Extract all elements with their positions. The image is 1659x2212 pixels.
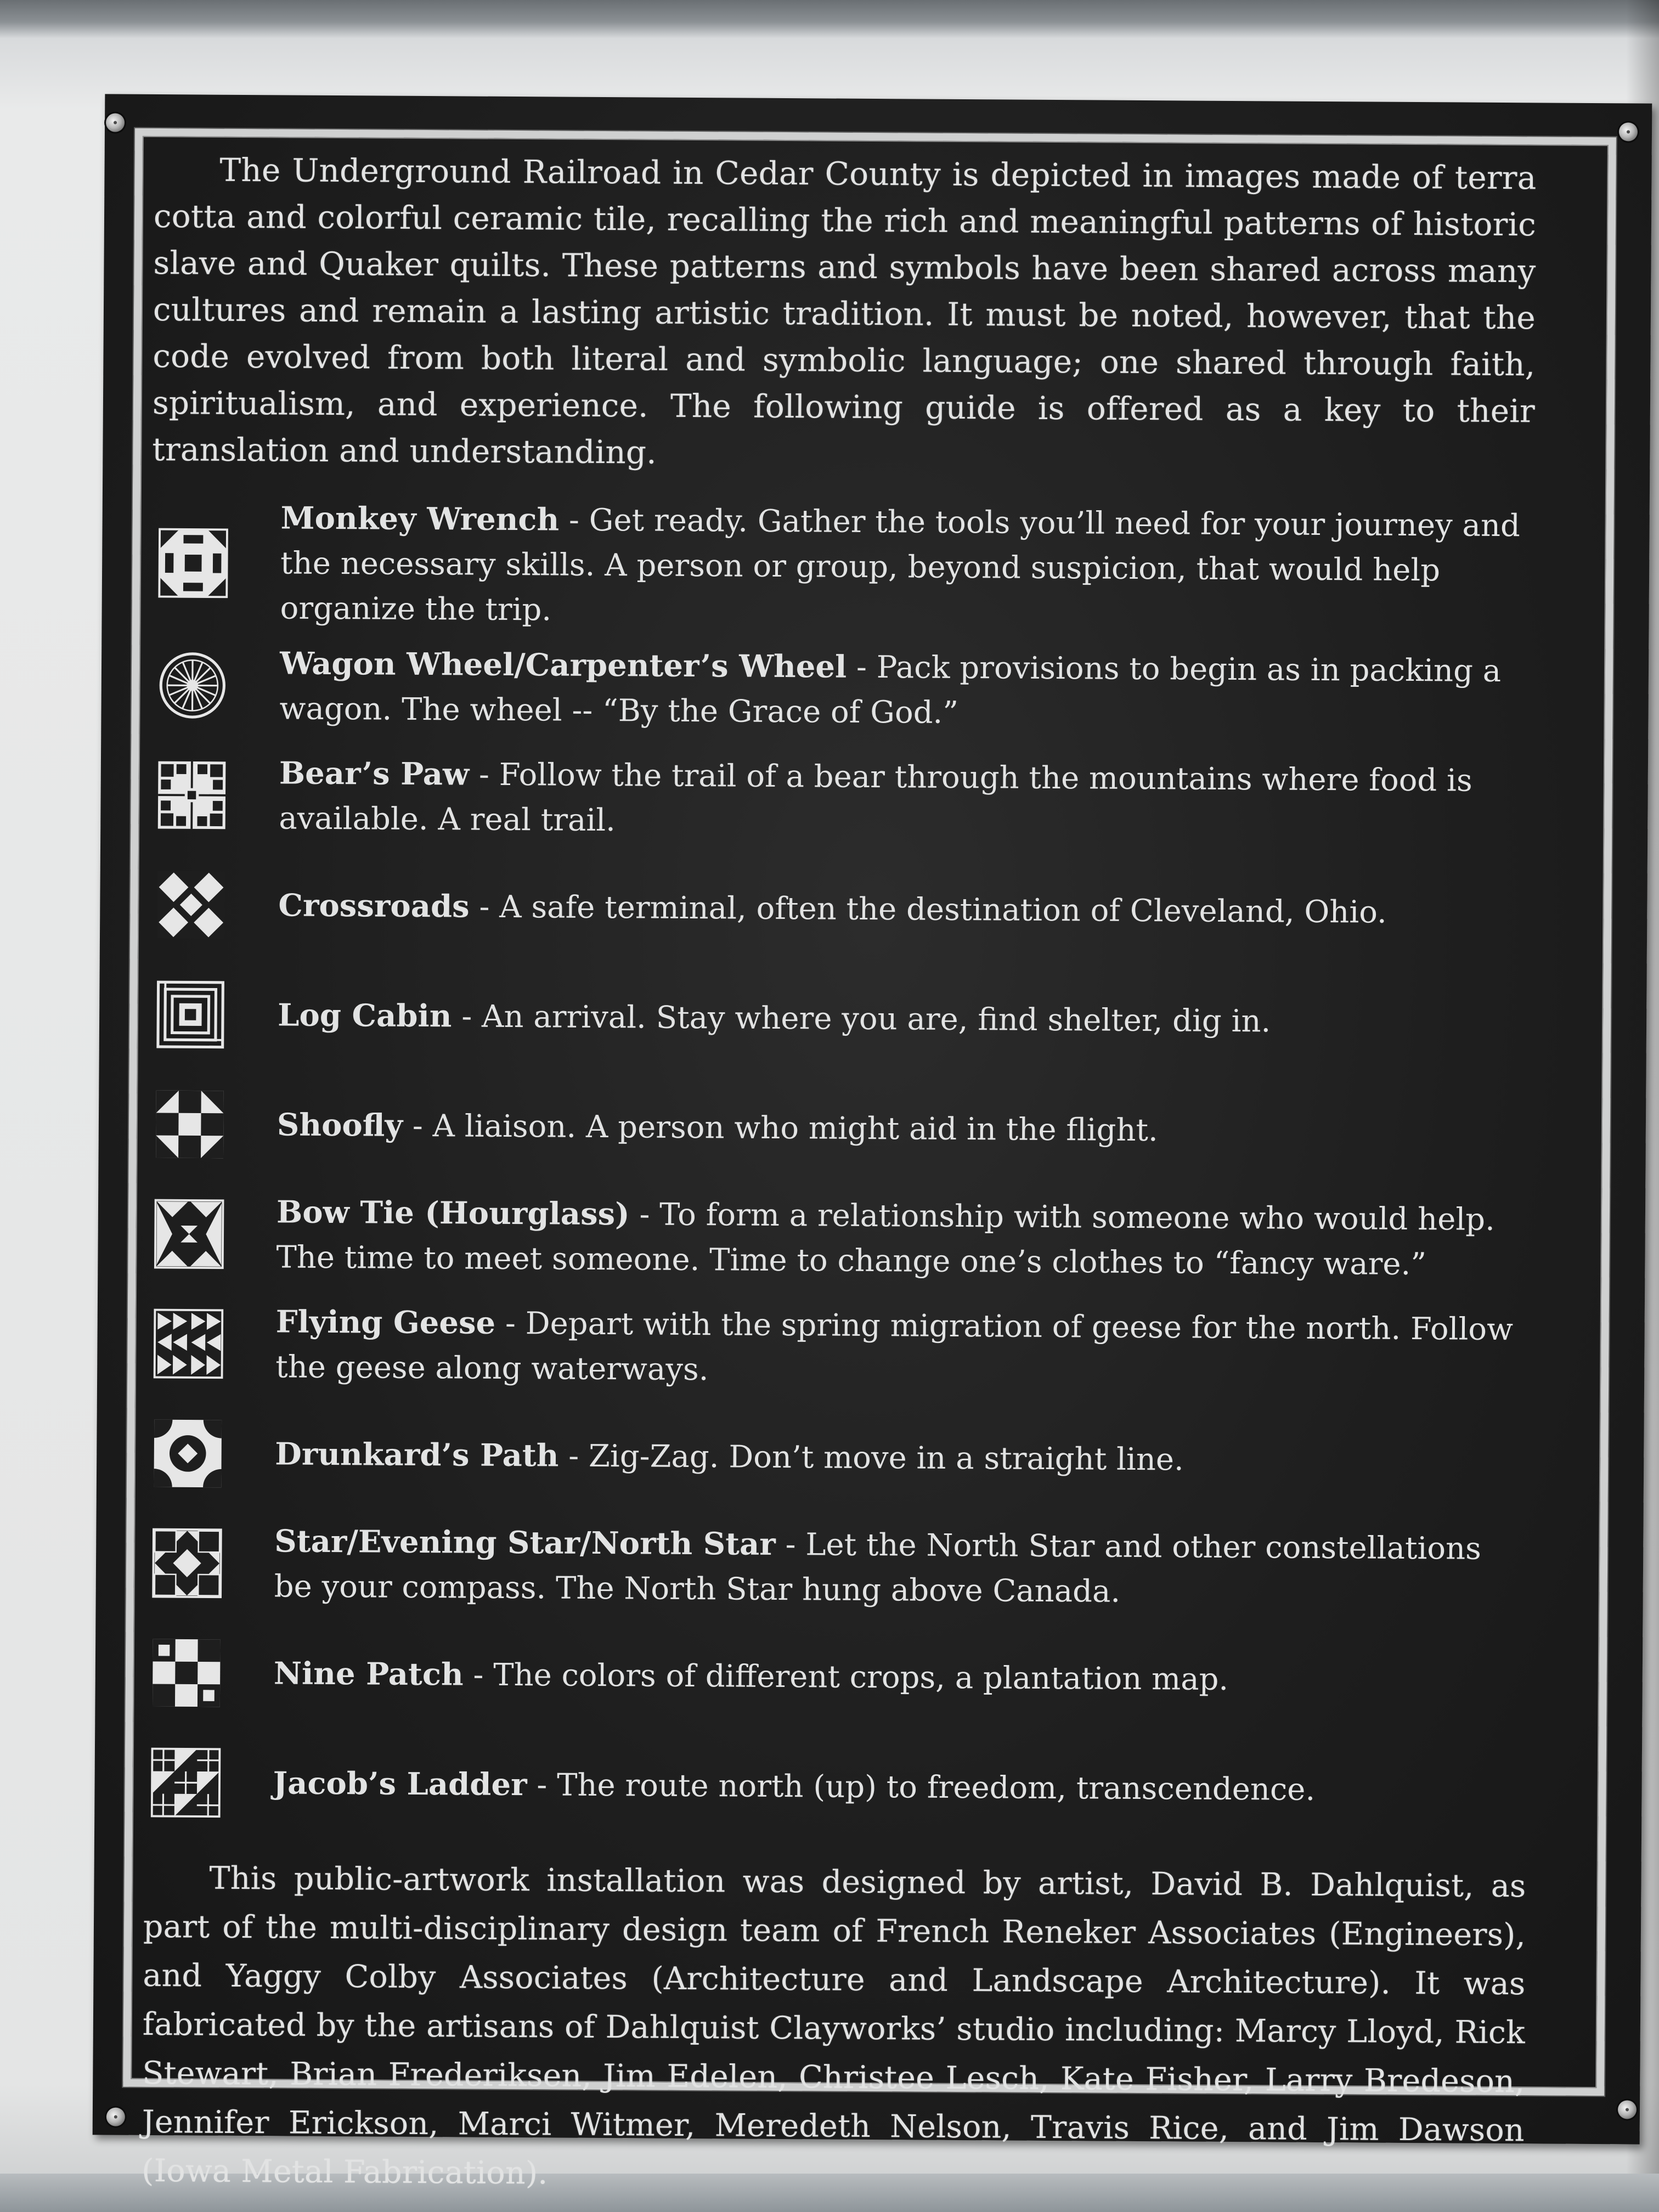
legend-name: Jacob’s Ladder [273,1764,527,1803]
screw-bottom-right [1618,2100,1637,2119]
drunkards-path-quilt-icon [153,1418,223,1489]
legend-separator: - [629,1196,660,1233]
legend-description: The colors of different crops, a plantation map. [493,1657,1229,1697]
legend-entry-text [278,883,1532,936]
legend-name: Log Cabin [277,996,452,1034]
flying-geese-quilt-icon [153,1308,224,1379]
legend-name: Drunkard’s Path [275,1435,559,1474]
legend-entry-text [274,1519,1528,1617]
legend-item [144,1618,1527,1736]
legend-separator: - [847,649,877,685]
legend-item [149,850,1532,968]
legend-item [150,740,1533,858]
legend-item [147,1179,1530,1297]
legend-name: Shoofly [276,1106,403,1144]
legend-item [150,630,1533,748]
legend-description: Depart with the spring migration of geese for the north. Follow the geese along waterways. [275,1305,1514,1387]
shoofly-quilt-icon [155,1089,225,1160]
legend-description: A liaison. A person who might aid in the flight. [432,1108,1159,1148]
legend-entry-text [275,1431,1528,1485]
legend-description: Zig-Zag. Don’t move in a straight line. [588,1438,1184,1477]
crossroads-quilt-icon [156,870,227,940]
screw-top-right [1619,122,1638,141]
legend-separator: - [527,1767,557,1803]
log-cabin-quilt-icon [155,979,226,1050]
wagon-wheel-quilt-icon [157,650,228,721]
legend-description: A safe terminal, often the destination of Cleveland, Ohio. [499,889,1387,930]
legend-name: Monkey Wrench [280,500,560,538]
legend-separator: - [402,1108,433,1144]
legend-separator: - [558,1438,589,1474]
legend-entry-text [276,1189,1530,1288]
legend-entry-text [273,1760,1526,1814]
legend-item [151,495,1534,639]
legend-item [144,1728,1527,1846]
legend-item [146,1289,1530,1407]
legend-entry-text [275,1299,1530,1397]
legend-separator: - [463,1656,494,1693]
legend-name: Bow Tie (Hourglass) [276,1193,630,1232]
legend-description: To form a relationship with someone who would help. The time to meet someone. Time to change one’s clothes to “fancy ware.” [276,1197,1496,1282]
intro-paragraph: The Underground Railroad in Cedar County is depicted in images made of terra cotta and colorful ceramic tile, recalling the rich and meaningful patterns of historic slave and Quaker quilts. These patterns and symbols have been shared across many cultures and remain a lasting artistic tradition. It must be noted, however, that the code evolved from both literal and symbolic language; one shared through faith, spiritualism, and experience. The following guide is offered as a key to their translation and understanding. [152,151,1537,471]
legend-entry-text [277,1102,1531,1155]
legend-description: Follow the trail of a bear through the mountains where food is available. A real trail. [279,757,1472,838]
legend-description: Let the North Star and other constellations be your compass. The North Star hung above Canada. [274,1526,1482,1610]
legend-item [148,1069,1531,1187]
legend-name: Star/Evening Star/North Star [274,1522,776,1562]
legend-entry-text [280,495,1534,639]
credits-paragraph: This public-artwork installation was designed by artist, David B. Dahlquist, as part of the multi-disciplinary design team of French Reneker Associates (Engineers), and Yaggy Colby Associates (Architecture and Landscape Architecture). It was fabricated by the artisans of Dahlquist Clayworks’ studio including: Marcy Lloyd, Rick Stewart, Brian Frederiksen, Jim Edelen, Christee Lesch, Kate Fisher, Larry Bredeson, Jennifer Erickson, Marci Witmer, Meredeth Nelson, Travis Rice, and Jim Dawson (Iowa Metal Fabrication). [142,1860,1526,2192]
legend-name: Bear’s Paw [279,754,470,792]
legend-name: Crossroads [278,887,470,925]
legend-name: Nine Patch [273,1655,464,1692]
legend-description: The route north (up) to freedom, transcendence. [556,1767,1316,1808]
legend-item [149,960,1532,1077]
legend-name: Wagon Wheel/Carpenter’s Wheel [279,645,847,685]
quilt-legend [144,495,1534,1846]
legend-entry-text [279,751,1533,849]
north-star-quilt-icon [152,1528,223,1599]
monkey-wrench-quilt-icon [158,528,229,599]
legend-separator: - [452,998,482,1035]
screw-top-left [106,113,125,132]
legend-entry-text [278,992,1531,1046]
legend-separator: - [559,502,589,538]
legend-separator: - [469,757,499,793]
legend-item [146,1398,1529,1516]
jacobs-ladder-quilt-icon [150,1747,221,1818]
screw-bottom-left [106,2108,125,2126]
nine-patch-quilt-icon [151,1638,222,1708]
legend-separator: - [469,889,500,925]
legend-separator: - [775,1526,806,1562]
legend-item [145,1508,1528,1626]
bears-paw-quilt-icon [156,760,227,831]
plaque-text [142,146,1537,2204]
bow-tie-quilt-icon [154,1199,224,1269]
legend-separator: - [495,1305,526,1341]
legend-description: An arrival. Stay where you are, find shelter, dig in. [481,998,1271,1039]
legend-name: Flying Geese [275,1303,496,1341]
legend-entry-text [279,641,1533,739]
legend-entry-text [274,1651,1527,1704]
legend-description: Get ready. Gather the tools you’ll need for your journey and the necessary skills. A person or group, beyond suspicion, that would help organize the trip. [280,502,1521,628]
legend-description: Pack provisions to begin as in packing a wagon. The wheel -- “By the Grace of God.” [279,649,1502,731]
memorial-plaque [93,94,1652,2192]
